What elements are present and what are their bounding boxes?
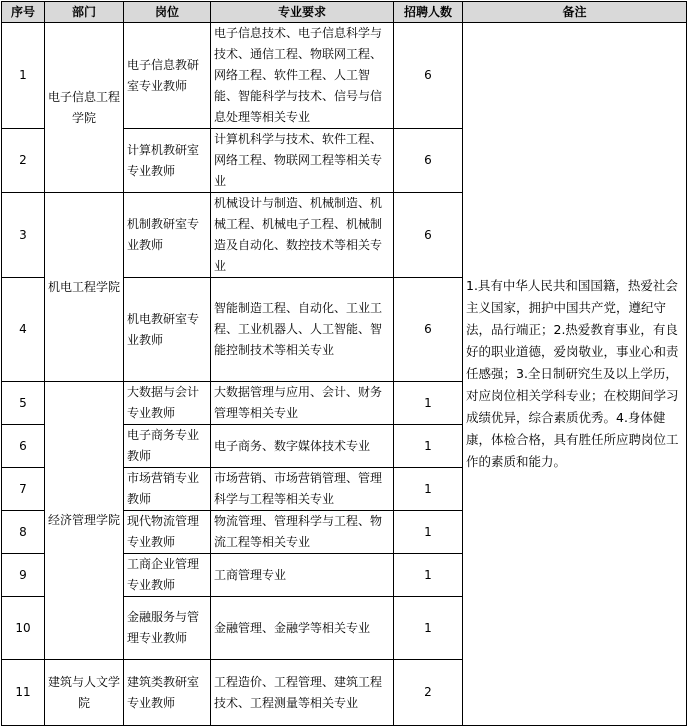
row-number: 8: [2, 511, 45, 554]
position-cell: 工商企业管理专业教师: [124, 554, 211, 597]
position-cell: 机制教研室专业教师: [124, 193, 211, 278]
count-cell: 6: [394, 23, 463, 129]
count-cell: 2: [394, 660, 463, 726]
row-number: 10: [2, 597, 45, 660]
header-major: 专业要求: [211, 2, 394, 23]
header-position: 岗位: [124, 2, 211, 23]
recruitment-table: [1, 1, 687, 726]
header-no: 序号: [2, 2, 45, 23]
count-cell: 1: [394, 511, 463, 554]
position-cell: 市场营销专业教师: [124, 468, 211, 511]
major-cell: 金融管理、金融学等相关专业: [211, 597, 394, 660]
department-electronics: 电子信息工程学院: [45, 23, 124, 193]
position-cell: 建筑类教研室专业教师: [124, 660, 211, 726]
major-cell: 计算机科学与技术、软件工程、网络工程、物联网工程等相关专业: [211, 129, 394, 193]
major-cell: 电子信息技术、电子信息科学与技术、通信工程、物联网工程、网络工程、软件工程、人工智能、智能科学与技术、信号与信息处理等相关专业: [211, 23, 394, 129]
row-number: 6: [2, 425, 45, 468]
major-cell: 市场营销、市场营销管理、管理科学与工程等相关专业: [211, 468, 394, 511]
count-cell: 6: [394, 193, 463, 278]
table-row: [2, 23, 687, 129]
row-number: 4: [2, 278, 45, 382]
department-mech: 机电工程学院: [45, 193, 124, 382]
position-cell: 电子商务专业教师: [124, 425, 211, 468]
count-cell: 1: [394, 554, 463, 597]
row-number: 3: [2, 193, 45, 278]
position-cell: 机电教研室专业教师: [124, 278, 211, 382]
header-note: 备注: [463, 2, 687, 23]
position-cell: 金融服务与管理专业教师: [124, 597, 211, 660]
row-number: 1: [2, 23, 45, 129]
row-number: 5: [2, 382, 45, 425]
position-cell: 现代物流管理专业教师: [124, 511, 211, 554]
major-cell: 智能制造工程、自动化、工业工程、工业机器人、人工智能、智能控制技术等相关专业: [211, 278, 394, 382]
major-cell: 大数据管理与应用、会计、财务管理等相关专业: [211, 382, 394, 425]
row-number: 9: [2, 554, 45, 597]
row-number: 11: [2, 660, 45, 726]
count-cell: 6: [394, 129, 463, 193]
major-cell: 工程造价、工程管理、建筑工程技术、工程测量等相关专业: [211, 660, 394, 726]
major-cell: 机械设计与制造、机械制造、机械工程、机械电子工程、机械制造及自动化、数控技术等相关专业: [211, 193, 394, 278]
row-number: 2: [2, 129, 45, 193]
header-dept: 部门: [45, 2, 124, 23]
major-cell: 电子商务、数字媒体技术专业: [211, 425, 394, 468]
position-cell: 电子信息教研室专业教师: [124, 23, 211, 129]
count-cell: 6: [394, 278, 463, 382]
department-arch: 建筑与人文学院: [45, 660, 124, 726]
count-cell: 1: [394, 425, 463, 468]
major-cell: 物流管理、管理科学与工程、物流工程等相关专业: [211, 511, 394, 554]
count-cell: 1: [394, 468, 463, 511]
position-cell: 计算机教研室专业教师: [124, 129, 211, 193]
major-cell: 工商管理专业: [211, 554, 394, 597]
table-header-row: [2, 2, 687, 23]
row-number: 7: [2, 468, 45, 511]
note-cell: 1.具有中华人民共和国国籍，热爱社会主义国家，拥护中国共产党，遵纪守法，品行端正；2.热爱教育事业，有良好的职业道德，爱岗敬业，事业心和责任感强；3.全日制研究生及以上学历，对应岗位相关学科专业；在校期间学习成绩优异，综合素质优秀。4.身体健康，体检合格，具有胜任所应聘岗位工作的素质和能力。: [463, 23, 687, 726]
count-cell: 1: [394, 382, 463, 425]
header-count: 招聘人数: [394, 2, 463, 23]
count-cell: 1: [394, 597, 463, 660]
position-cell: 大数据与会计专业教师: [124, 382, 211, 425]
department-econ: 经济管理学院: [45, 382, 124, 660]
